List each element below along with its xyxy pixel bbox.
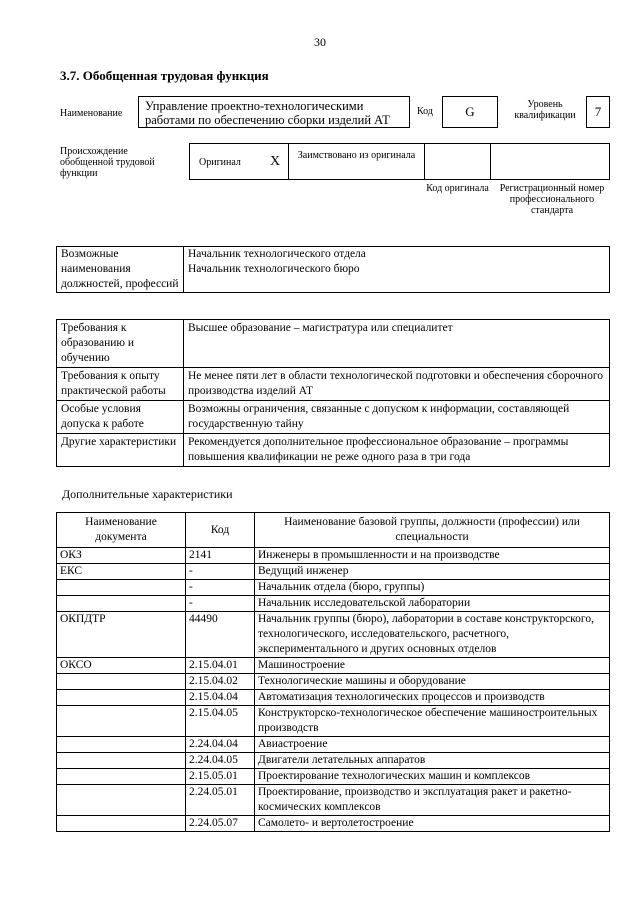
borrowed-cell xyxy=(288,143,425,180)
cell-name: Начальник группы (бюро), лаборатории в составе конструкторского, технологического, исследовательского, расчетного, экспериментального и других основных отделов xyxy=(255,612,610,658)
section-title: 3.7. Обобщенная трудовая функция xyxy=(60,68,269,83)
original-label: Оригинал xyxy=(199,157,241,168)
cell-code: 2.24.04.04 xyxy=(186,737,255,753)
req-value-education: Высшее образование – магистратура или специалитет xyxy=(184,320,610,368)
code-original-cell xyxy=(424,143,491,180)
cell-doc xyxy=(57,785,186,816)
table-row xyxy=(57,548,610,564)
cell-doc xyxy=(57,737,186,753)
cell-doc xyxy=(57,816,186,832)
col-header-name: Наименование базовой группы, должности (профессии) или специальности xyxy=(255,513,610,548)
code-value: G xyxy=(442,96,498,128)
cell-name: Технологические машины и оборудование xyxy=(255,674,610,690)
cell-doc: ЕКС xyxy=(57,564,186,580)
table-row xyxy=(57,564,610,580)
original-mark: X xyxy=(270,154,281,169)
cell-code: 2.24.05.07 xyxy=(186,816,255,832)
original-cell xyxy=(189,143,289,180)
cell-name: Автоматизация технологических процессов и производств xyxy=(255,690,610,706)
col-header-document: Наименование документа xyxy=(57,513,186,548)
page-number: 30 xyxy=(314,35,326,49)
cell-code: 44490 xyxy=(186,612,255,658)
borrowed-label: Заимствовано из оригинала xyxy=(297,150,416,161)
req-label-other: Другие характеристики xyxy=(57,434,184,467)
table-row xyxy=(57,674,610,690)
cell-doc: ОКСО xyxy=(57,658,186,674)
cell-code: 2141 xyxy=(186,548,255,564)
req-label-education: Требования к образованию и обучению xyxy=(57,320,184,368)
cell-name: Проектирование, производство и эксплуатация ракет и ракетно-космических комплексов xyxy=(255,785,610,816)
cell-name: Проектирование технологических машин и комплексов xyxy=(255,769,610,785)
additional-title: Дополнительные характеристики xyxy=(62,487,233,501)
name-value: Управление проектно-технологическими работами по обеспечению сборки изделий АТ xyxy=(138,96,410,128)
reg-number-label: Регистрационный номер профессионального стандарта xyxy=(499,183,605,216)
cell-doc xyxy=(57,674,186,690)
col-header-code: Код xyxy=(186,513,255,548)
table-row xyxy=(57,737,610,753)
req-label-experience: Требования к опыту практической работы xyxy=(57,368,184,401)
code-original-label: Код оригинала xyxy=(426,183,489,194)
cell-doc xyxy=(57,580,186,596)
cell-code: - xyxy=(186,564,255,580)
positions-table xyxy=(56,246,610,293)
table-row xyxy=(57,816,610,832)
requirements-table xyxy=(56,319,610,467)
cell-name: Авиастроение xyxy=(255,737,610,753)
cell-doc xyxy=(57,769,186,785)
cell-doc xyxy=(57,596,186,612)
cell-code: 2.24.04.05 xyxy=(186,753,255,769)
table-row xyxy=(57,612,610,658)
cell-doc xyxy=(57,690,186,706)
cell-name: Инженеры в промышленности и на производстве xyxy=(255,548,610,564)
level-value: 7 xyxy=(586,96,610,128)
cell-code: - xyxy=(186,596,255,612)
table-row xyxy=(57,690,610,706)
reg-number-cell xyxy=(490,143,610,180)
cell-code: 2.15.04.04 xyxy=(186,690,255,706)
req-label-conditions: Особые условия допуска к работе xyxy=(57,401,184,434)
table-row xyxy=(57,658,610,674)
cell-doc xyxy=(57,706,186,737)
table-row xyxy=(57,785,610,816)
table-row xyxy=(57,753,610,769)
req-value-conditions: Возможны ограничения, связанные с допуском к информации, составляющей государственную тайну xyxy=(184,401,610,434)
level-label: Уровень квалификации xyxy=(514,99,576,121)
table-row xyxy=(57,706,610,737)
origin-label: Происхождение обобщенной трудовой функции xyxy=(60,146,155,179)
cell-name: Самолето- и вертолетостроение xyxy=(255,816,610,832)
cell-code: 2.15.05.01 xyxy=(186,769,255,785)
additional-table xyxy=(56,512,610,832)
cell-name: Машиностроение xyxy=(255,658,610,674)
cell-name: Двигатели летательных аппаратов xyxy=(255,753,610,769)
positions-values xyxy=(184,247,610,293)
req-value-other: Рекомендуется дополнительное профессиональное образование – программы повышения квалификации не реже одного раза в три года xyxy=(184,434,610,467)
position-item: Начальник технологического бюро xyxy=(188,263,360,275)
table-header-row xyxy=(57,513,610,548)
table-row xyxy=(57,596,610,612)
cell-code: 2.24.05.01 xyxy=(186,785,255,816)
cell-code: 2.15.04.01 xyxy=(186,658,255,674)
cell-doc: ОКЗ xyxy=(57,548,186,564)
cell-doc: ОКПДТР xyxy=(57,612,186,658)
cell-name: Ведущий инженер xyxy=(255,564,610,580)
table-row xyxy=(57,580,610,596)
cell-doc xyxy=(57,753,186,769)
cell-name: Начальник отдела (бюро, группы) xyxy=(255,580,610,596)
cell-code: 2.15.04.02 xyxy=(186,674,255,690)
req-value-experience: Не менее пяти лет в области технологической подготовки и обеспечения сборочного производства изделий АТ xyxy=(184,368,610,401)
position-item: Начальник технологического отдела xyxy=(188,248,366,260)
name-label: Наименование xyxy=(60,108,123,119)
cell-code: 2.15.04.05 xyxy=(186,706,255,737)
code-label: Код xyxy=(417,106,433,117)
positions-label: Возможные наименования должностей, профессий xyxy=(57,247,184,293)
table-row xyxy=(57,769,610,785)
cell-name: Конструкторско-технологическое обеспечение машиностроительных производств xyxy=(255,706,610,737)
cell-code: - xyxy=(186,580,255,596)
cell-name: Начальник исследовательской лаборатории xyxy=(255,596,610,612)
